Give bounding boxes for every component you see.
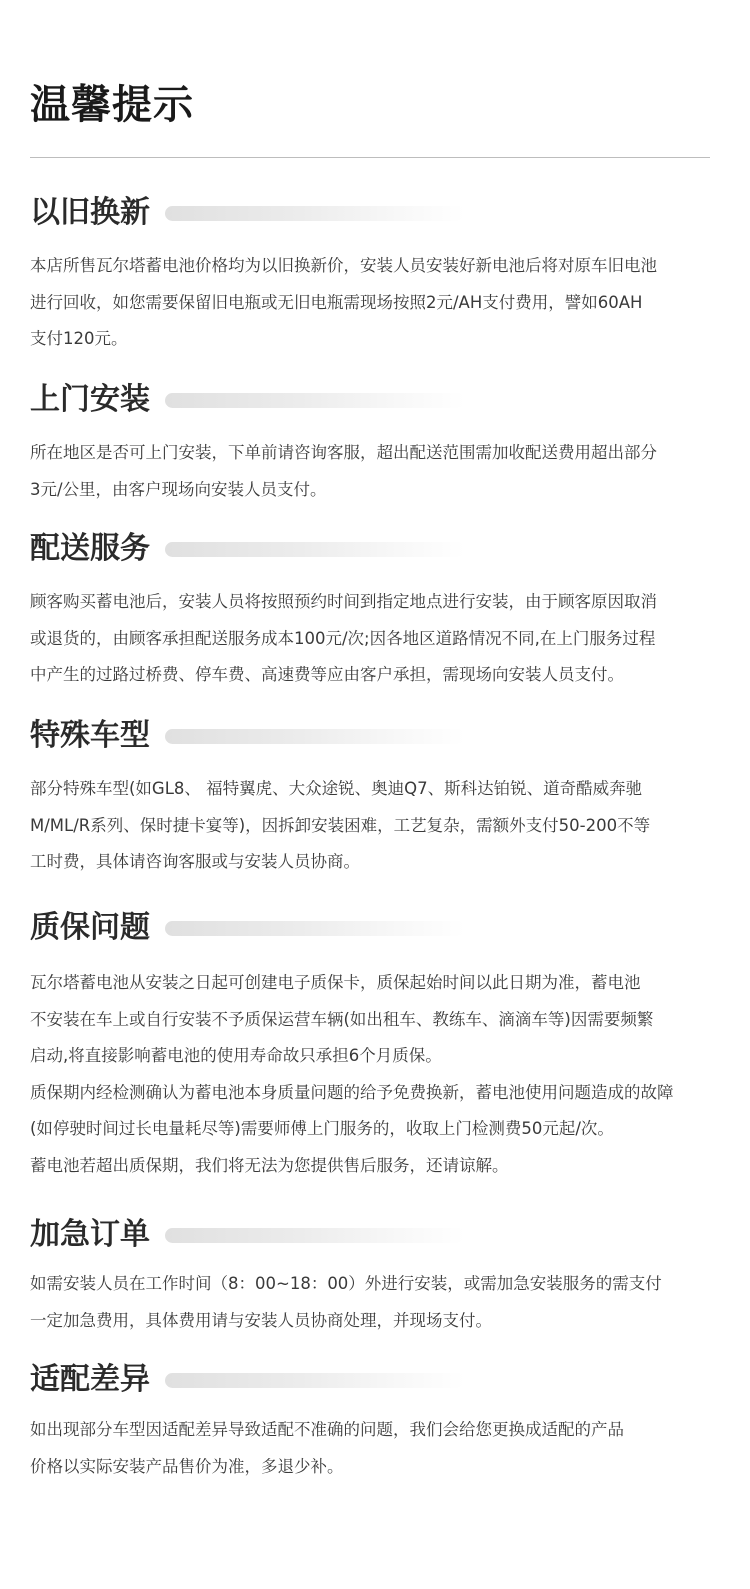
section-heading: 质保问题 xyxy=(30,910,150,945)
heading-decoration-bar xyxy=(165,393,465,408)
section-body xyxy=(30,584,730,694)
section-header xyxy=(30,380,730,420)
section-header xyxy=(30,716,730,756)
body-line: 部分特殊车型(如GL8、 福特翼虎、大众途锐、奥迪Q7、斯科达铂锐、道奇酷威奔驰 xyxy=(30,779,643,798)
body-line: 本店所售瓦尔塔蓄电池价格均为以旧换新价，安装人员安装好新电池后将对原车旧电池 xyxy=(30,256,657,275)
body-line: 3元/公里，由客户现场向安装人员支付。 xyxy=(30,479,327,499)
body-line: 启动,将直接影响蓄电池的使用寿命故只承担6个月质保。 xyxy=(30,1046,442,1065)
body-line: (如停驶时间过长电量耗尽等)需要师傅上门服务的，收取上门检测费50元起/次。 xyxy=(30,1119,614,1138)
heading-decoration-bar xyxy=(165,542,465,557)
section-heading: 配送服务 xyxy=(30,531,150,566)
body-line: 工时费，具体请咨询客服或与安装人员协商。 xyxy=(30,852,360,871)
body-line: 进行回收，如您需要保留旧电瓶或无旧电瓶需现场按照2元/AH支付费用，譬如60AH xyxy=(30,292,643,312)
body-line: 价格以实际安装产品售价为准，多退少补。 xyxy=(30,1456,344,1476)
section-heading: 适配差异 xyxy=(30,1362,150,1397)
body-line: 瓦尔塔蓄电池从安装之日起可创建电子质保卡，质保起始时间以此日期为准，蓄电池 xyxy=(30,973,641,992)
section-header xyxy=(30,908,730,948)
section-heading: 特殊车型 xyxy=(30,718,150,753)
body-line: 支付120元。 xyxy=(30,329,128,348)
section-header xyxy=(30,1215,730,1255)
body-line: 顾客购买蓄电池后，安装人员将按照预约时间到指定地点进行安装，由于顾客原因取消 xyxy=(30,592,657,611)
section-body xyxy=(30,1266,730,1339)
section-body xyxy=(30,435,730,508)
body-line: 一定加急费用，具体费用请与安装人员协商处理，并现场支付。 xyxy=(30,1310,492,1330)
heading-decoration-bar xyxy=(165,921,465,936)
section-heading: 上门安装 xyxy=(30,382,150,417)
body-line: 所在地区是否可上门安装，下单前请咨询客服，超出配送范围需加收配送费用超出部分 xyxy=(30,443,657,462)
body-line: 质保期内经检测确认为蓄电池本身质量问题的给予免费换新，蓄电池使用问题造成的故障 xyxy=(30,1082,674,1102)
body-line: 不安装在车上或自行安装不予质保运营车辆(如出租车、教练车、滴滴车等)因需要频繁 xyxy=(30,1009,654,1029)
body-line: 如出现部分车型因适配差异导致适配不准确的问题，我们会给您更换成适配的产品 xyxy=(30,1420,624,1439)
section-heading: 加急订单 xyxy=(30,1217,150,1252)
body-line: 如需安装人员在工作时间（8：00~18：00）外进行安装，或需加急安装服务的需支付 xyxy=(30,1274,662,1293)
title-divider xyxy=(30,157,710,158)
section-heading: 以旧换新 xyxy=(30,195,150,230)
heading-decoration-bar xyxy=(165,206,465,221)
body-line: M/ML/R系列、保时捷卡宴等)，因拆卸安装困难，工艺复杂，需额外支付50-200不等 xyxy=(30,815,651,835)
heading-decoration-bar xyxy=(165,729,465,744)
heading-decoration-bar xyxy=(165,1228,465,1243)
body-line: 蓄电池若超出质保期，我们将无法为您提供售后服务，还请谅解。 xyxy=(30,1155,509,1175)
section-body xyxy=(30,248,730,358)
page-title: 温馨提示 xyxy=(30,82,194,128)
heading-decoration-bar xyxy=(165,1373,465,1388)
body-line: 或退货的，由顾客承担配送服务成本100元/次;因各地区道路情况不同,在上门服务过程 xyxy=(30,628,656,648)
section-body xyxy=(30,965,730,1184)
section-header xyxy=(30,193,730,233)
section-body xyxy=(30,771,730,881)
body-line: 中产生的过路过桥费、停车费、高速费等应由客户承担，需现场向安装人员支付。 xyxy=(30,665,624,684)
section-header xyxy=(30,1360,730,1400)
section-header xyxy=(30,529,730,569)
section-body xyxy=(30,1412,730,1485)
